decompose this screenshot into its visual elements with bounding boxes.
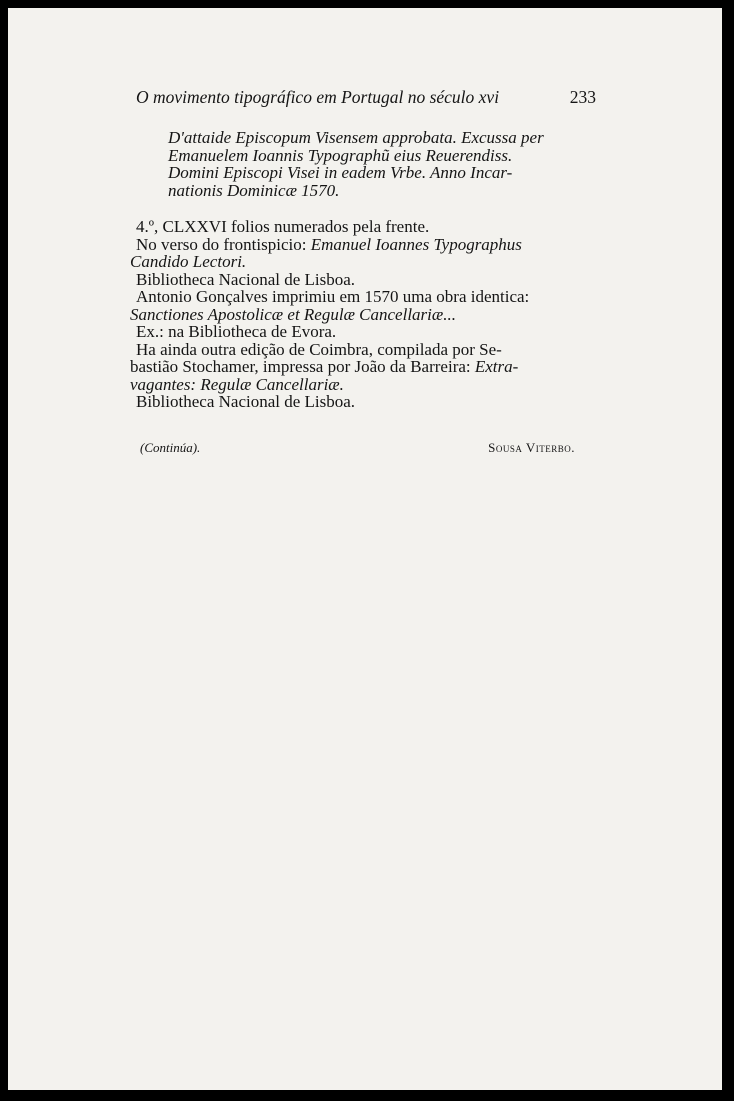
text-line	[130, 253, 600, 271]
continua-note: (Continúa).	[140, 440, 201, 455]
text-line	[130, 306, 600, 324]
page-number: 233	[569, 87, 596, 107]
text-line: Ha ainda outra edição de Coimbra, compilada por Se-	[136, 339, 502, 359]
italic-fragment: Emanuel Ioannes Typographus	[310, 234, 522, 254]
text-line: Antonio Gonçalves imprimiu em 1570 uma obra identica:	[136, 287, 530, 306]
quote-line: D'attaide Episcopum Visensem approbata. Excussa per	[168, 128, 544, 147]
text-line: Bibliotheca Nacional de Lisboa.	[136, 392, 356, 411]
italic-fragment: vagantes: Regulæ Cancellariæ.	[130, 374, 344, 394]
quote-line: nationis Dominicæ 1570.	[168, 180, 340, 200]
italic-fragment: Sanctiones Apostolicæ et Regulæ Cancellariæ...	[130, 304, 456, 324]
header-title: O movimento tipográfico em Portugal no século xvi	[136, 87, 500, 107]
latin-quote	[168, 129, 598, 199]
text-fragment: No verso do frontispicio:	[136, 234, 311, 254]
page	[8, 8, 722, 1090]
text-line	[130, 358, 600, 376]
quote-line: Domini Episcopi Visei in eadem Vrbe. Anno Incar-	[168, 163, 513, 182]
text-line	[130, 376, 600, 394]
italic-fragment: Extra-	[474, 357, 519, 376]
text-fragment: bastião Stochamer, impressa por João da Barreira:	[130, 357, 475, 376]
italic-fragment: Candido Lectori.	[130, 252, 247, 271]
text-line	[130, 236, 600, 254]
author-signature: Sousa Viterbo.	[488, 440, 575, 455]
body-text	[130, 218, 600, 411]
quote-line: Emanuelem Ioannis Typographũ eius Reuerendiss.	[168, 145, 513, 165]
text-line: 4.º, CLXXVI folios numerados pela frente.	[136, 217, 430, 236]
text-line: Bibliotheca Nacional de Lisboa.	[136, 269, 356, 289]
text-line: Ex.: na Bibliotheca de Evora.	[136, 322, 337, 341]
